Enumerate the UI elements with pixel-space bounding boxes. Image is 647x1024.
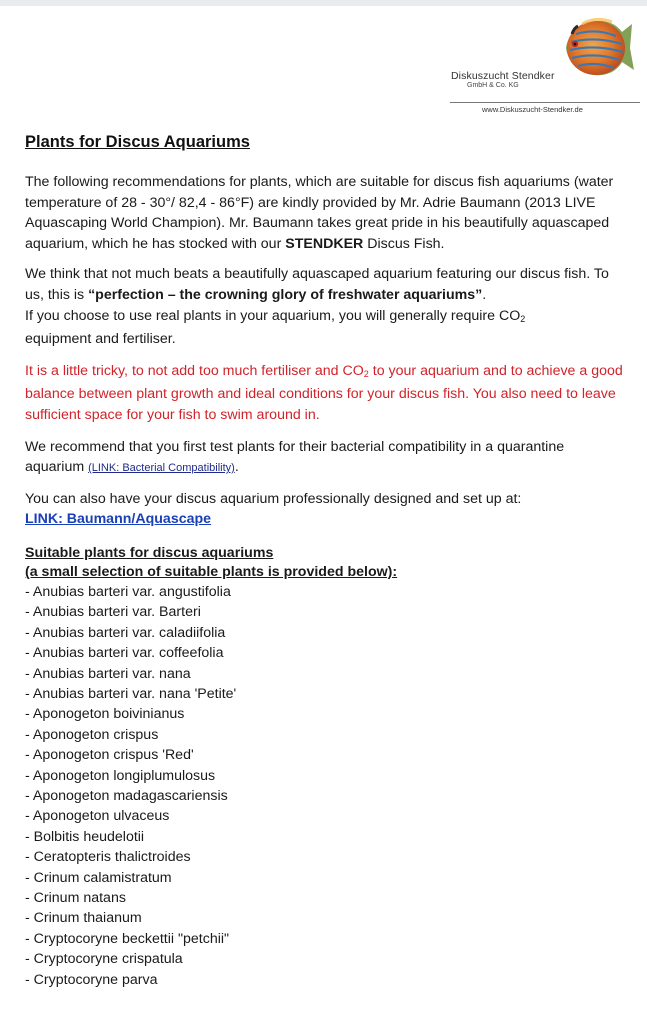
warning-text: It is a little tricky, to not add too much fertiliser and CO [25,362,364,379]
brand-name: STENDKER [285,235,364,252]
company-name: Diskuszucht Stendker [451,70,555,82]
warning-text-end: to your aquarium and to achieve a good balance between plant growth and ideal conditions for your discus fish. You also need to leave sufficient space for your fish to swim around in. [25,362,623,423]
plant-list-subheading: (a small selection of suitable plants is provided below): [25,563,398,580]
company-logo[interactable] [430,14,640,118]
perfection-paragraph [25,264,625,349]
page-title: Plants for Discus Aquariums [25,133,250,151]
plant-list-heading: Suitable plants for discus aquariums [25,544,274,561]
aquascape-paragraph [25,489,625,530]
list-item: - Ceratopteris thalictroides [25,849,191,866]
list-item: - Cryptocoryne parva [25,971,158,988]
list-item: - Anubias barteri var. Barteri [25,604,201,621]
list-item: - Crinum natans [25,890,126,906]
company-legal-form: GmbH & Co. KG [467,82,519,89]
quarantine-text: We recommend that you first test plants for their bacterial compatibility in a quarantine aquarium [25,438,565,476]
list-item: - Anubias barteri var. nana 'Petite' [25,685,237,702]
list-item: - Anubias barteri var. caladiifolia [25,624,226,641]
list-item: - Crinum thaianum [25,910,142,927]
company-website[interactable]: www.Diskuszucht-Stendker.de [482,105,583,114]
aquascape-text: You can also have your discus aquarium professionally designed and set up at: [25,490,522,507]
list-item: - Aponogeton crispus [25,726,159,743]
intro-text-end: Discus Fish. [363,235,445,252]
bacterial-compatibility-link[interactable]: (LINK: Bacterial Compatibility) [88,462,235,475]
co2-subscript: 2 [363,368,369,379]
list-item: - Aponogeton ulvaceus [25,808,170,825]
perfection-quote: “perfection – the crowning glory of freshwater aquariums” [88,286,483,303]
discus-fish-icon [556,14,636,84]
warning-paragraph [25,361,625,426]
intro-text: The following recommendations for plants, which are suitable for discus fish aquariums (water temperature of 28 - 30°/ 82,4 - 86°F) are kindly provided by Mr. Adrie Baumann (2013 LIVE Aquascaping World Champion). Mr. Baumann takes great pride in his beautifully aquascaped aquarium, which he has stocked with our [25,174,614,252]
co2-subscript: 2 [520,313,526,324]
intro-paragraph [25,172,625,254]
quarantine-paragraph [25,437,625,479]
list-item: - Aponogeton boivinianus [25,706,185,723]
quarantine-period: . [234,459,239,476]
list-item: - Crinum calamistratum [25,869,172,886]
article [25,130,625,990]
top-bar [0,0,647,6]
plant-list [25,582,625,990]
list-item: - Aponogeton longiplumulosus [25,767,216,784]
baumann-aquascape-link[interactable]: LINK: Baumann/Aquascape [25,511,212,528]
list-item: - Cryptocoryne crispatula [25,951,183,968]
perfection-text: We think that not much beats a beautifully aquascaped aquarium featuring our discus fish. To us, this is [25,266,609,303]
list-item: - Anubias barteri var. nana [25,665,191,682]
perfection-period: . [482,286,487,303]
list-item: - Anubias barteri var. coffeefolia [25,645,224,662]
list-item: - Aponogeton crispus 'Red' [25,747,194,764]
list-item: - Cryptocoryne beckettii "petchii" [25,930,230,947]
list-item: - Anubias barteri var. angustifolia [25,583,231,600]
logo-divider [450,102,640,103]
equipment-text: If you choose to use real plants in your aquarium, you will generally require CO [25,307,521,324]
list-item: - Bolbitis heudelotii [25,828,145,845]
equipment-text-end: equipment and fertiliser. [25,331,176,348]
list-item: - Aponogeton madagascariensis [25,787,228,804]
